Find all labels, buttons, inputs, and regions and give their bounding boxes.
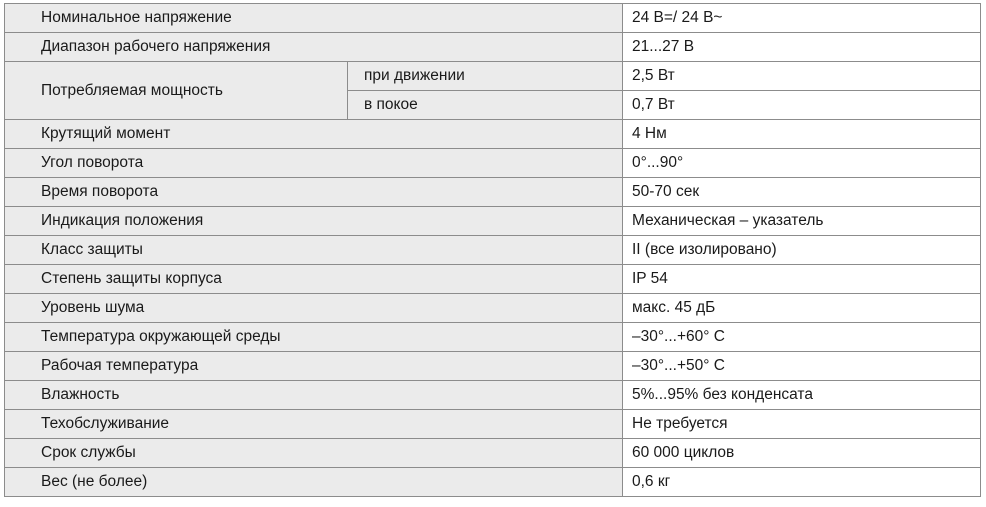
table-row bbox=[5, 120, 981, 149]
param-value: 60 000 циклов bbox=[623, 439, 981, 468]
param-label: Класс защиты bbox=[5, 236, 623, 265]
param-value: –30°...+60° С bbox=[623, 323, 981, 352]
param-label: Температура окружающей среды bbox=[5, 323, 623, 352]
param-label: Степень защиты корпуса bbox=[5, 265, 623, 294]
param-value: 0,7 Вт bbox=[623, 91, 981, 120]
param-value: макс. 45 дБ bbox=[623, 294, 981, 323]
param-value: 0°...90° bbox=[623, 149, 981, 178]
table-row bbox=[5, 410, 981, 439]
sub-param-label: при движении bbox=[348, 62, 623, 91]
table-row bbox=[5, 468, 981, 497]
param-label: Угол поворота bbox=[5, 149, 623, 178]
param-value: 50-70 сек bbox=[623, 178, 981, 207]
table-row bbox=[5, 439, 981, 468]
param-label: Номинальное напряжение bbox=[5, 4, 623, 33]
spec-table bbox=[4, 3, 981, 497]
param-value: Не требуется bbox=[623, 410, 981, 439]
param-label: Потребляемая мощность bbox=[5, 62, 348, 120]
table-row bbox=[5, 178, 981, 207]
table-row bbox=[5, 323, 981, 352]
param-label: Индикация положения bbox=[5, 207, 623, 236]
param-value: Механическая – указатель bbox=[623, 207, 981, 236]
table-row bbox=[5, 33, 981, 62]
param-value: IP 54 bbox=[623, 265, 981, 294]
param-label: Техобслуживание bbox=[5, 410, 623, 439]
param-label: Рабочая температура bbox=[5, 352, 623, 381]
table-row bbox=[5, 294, 981, 323]
table-row bbox=[5, 265, 981, 294]
param-label: Срок службы bbox=[5, 439, 623, 468]
sub-param-label: в покое bbox=[348, 91, 623, 120]
param-value: 24 В=/ 24 В~ bbox=[623, 4, 981, 33]
table-row bbox=[5, 381, 981, 410]
param-value: 5%...95% без конденсата bbox=[623, 381, 981, 410]
param-label: Вес (не более) bbox=[5, 468, 623, 497]
table-row bbox=[5, 4, 981, 33]
param-value: 4 Нм bbox=[623, 120, 981, 149]
table-row bbox=[5, 62, 981, 91]
param-label: Уровень шума bbox=[5, 294, 623, 323]
param-value: 2,5 Вт bbox=[623, 62, 981, 91]
table-row bbox=[5, 149, 981, 178]
param-value: II (все изолировано) bbox=[623, 236, 981, 265]
param-value: –30°...+50° С bbox=[623, 352, 981, 381]
param-label: Диапазон рабочего напряжения bbox=[5, 33, 623, 62]
param-value: 21...27 В bbox=[623, 33, 981, 62]
param-label: Время поворота bbox=[5, 178, 623, 207]
param-label: Влажность bbox=[5, 381, 623, 410]
table-row bbox=[5, 352, 981, 381]
table-row bbox=[5, 207, 981, 236]
table-row bbox=[5, 236, 981, 265]
param-label: Крутящий момент bbox=[5, 120, 623, 149]
param-value: 0,6 кг bbox=[623, 468, 981, 497]
